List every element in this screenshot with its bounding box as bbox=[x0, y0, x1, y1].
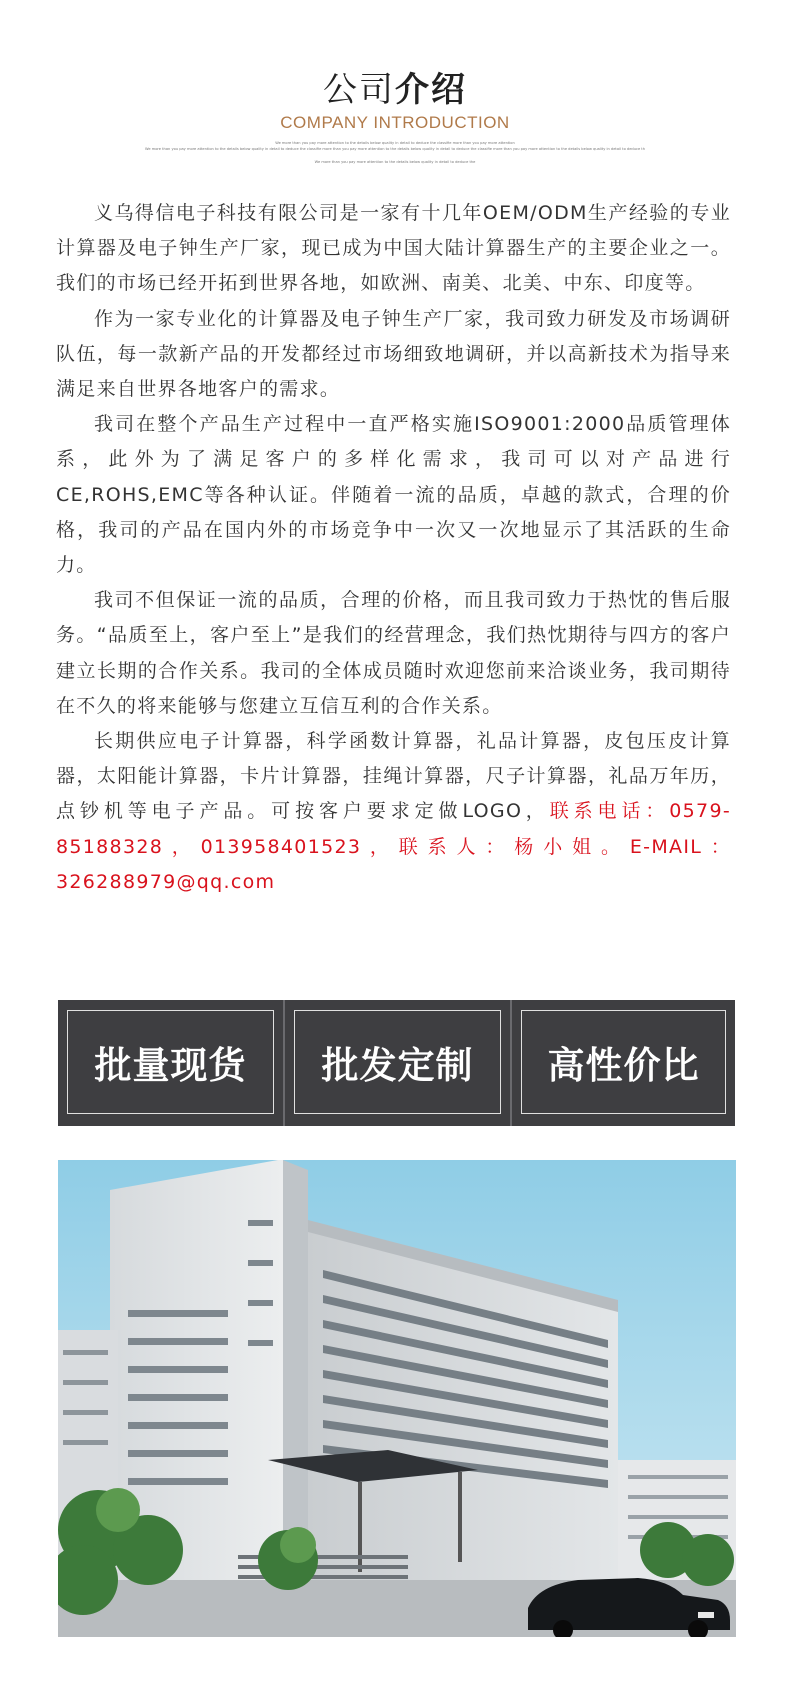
fine-print-line-3: We more than you pay more attention to the details below quality in detail to deduce the bbox=[314, 160, 476, 164]
feature-banner bbox=[58, 1000, 735, 1126]
feature-label: 批发定制 bbox=[294, 1010, 501, 1114]
intro-paragraph-5 bbox=[56, 724, 731, 900]
fine-print-line-1: We more than you pay more attention to the details below quality in detail to deduce the classifie more than you pay more attention bbox=[275, 141, 515, 145]
intro-paragraph-2: 作为一家专业化的计算器及电子钟生产厂家，我司致力研发及市场调研队伍，每一款新产品的开发都经过市场细致地调研，并以高新技术为指导来满足来自世界各地客户的需求。 bbox=[56, 307, 731, 401]
title-bold: 介绍 bbox=[395, 70, 467, 110]
feature-item-wholesale-custom bbox=[285, 1000, 510, 1126]
feature-item-value bbox=[512, 1000, 735, 1126]
intro-paragraph-4: 我司不但保证一流的品质，合理的价格，而且我司致力于热忱的售后服务。“品质至上，客户至上”是我们的经营理念，我们热忱期待与四方的客户建立长期的合作关系。我司的全体成员随时欢迎您前来洽谈业务，我司期待在不久的将来能够与您建立互信互利的合作关系。 bbox=[56, 589, 731, 717]
page-subtitle: COMPANY INTRODUCTION bbox=[280, 113, 510, 132]
title-light: 公司 bbox=[323, 70, 395, 110]
feature-label: 高性价比 bbox=[521, 1010, 726, 1114]
contact-info: 联系电话：0579-85188328，013958401523，联系人：杨小姐。E-MAIL：326288979@qq.com bbox=[56, 800, 731, 893]
products-text: 长期供应电子计算器，科学函数计算器，礼品计算器，皮包压皮计算器，太阳能计算器，卡片计算器，挂绳计算器，尺子计算器，礼品万年历，点钞机等电子产品。可按客户要求定做LOGO， bbox=[56, 730, 731, 823]
intro-paragraph-1: 义乌得信电子科技有限公司是一家有十几年OEM/ODM生产经验的专业计算器及电子钟生产厂家，现已成为中国大陆计算器生产的主要企业之一。我们的市场已经开拓到世界各地，如欧洲、南美、北美、中东、印度等。 bbox=[56, 202, 731, 295]
page-title bbox=[0, 62, 790, 111]
feature-label: 批量现货 bbox=[67, 1010, 274, 1114]
fine-print-line-2: We more than you pay more attention to the details below quality in detail to deduce the classifie more than you pay more attention to the details below quality in detail to deduce the classifie more than you pay more attention to the details below quality in detail to deduce th bbox=[145, 147, 645, 151]
factory-building-photo bbox=[58, 1160, 736, 1637]
feature-item-bulk-stock bbox=[58, 1000, 283, 1126]
intro-text bbox=[56, 196, 731, 900]
intro-paragraph-3: 我司在整个产品生产过程中一直严格实施ISO9001:2000品质管理体系，此外为了满足客户的多样化需求，我司可以对产品进行CE,ROHS,EMC等各种认证。伴随着一流的品质，卓越的款式，合理的价格，我司的产品在国内外的市场竞争中一次又一次地显示了其活跃的生命力。 bbox=[56, 413, 731, 577]
